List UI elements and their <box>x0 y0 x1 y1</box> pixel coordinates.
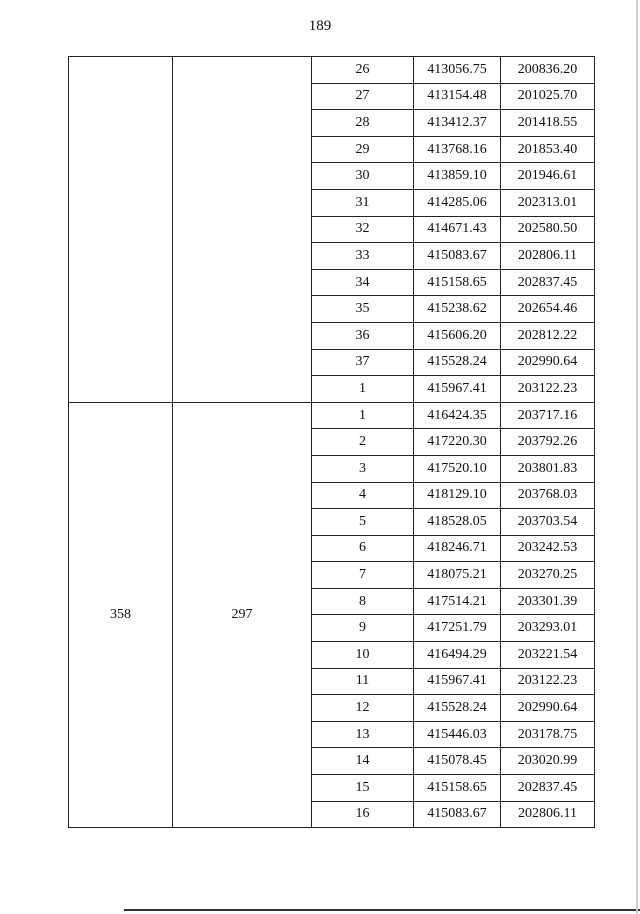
point-number-cell: 27 <box>312 83 414 110</box>
point-number-cell: 16 <box>312 801 414 828</box>
y-coordinate-cell: 202806.11 <box>501 801 595 828</box>
point-number-cell: 34 <box>312 269 414 296</box>
x-coordinate-cell: 413768.16 <box>414 136 501 163</box>
y-coordinate-cell: 203717.16 <box>501 402 595 429</box>
x-coordinate-cell: 415158.65 <box>414 269 501 296</box>
y-coordinate-cell: 203020.99 <box>501 748 595 775</box>
x-coordinate-cell: 417251.79 <box>414 615 501 642</box>
x-coordinate-cell: 415238.62 <box>414 296 501 323</box>
coordinates-table <box>68 56 595 828</box>
x-coordinate-cell: 417514.21 <box>414 588 501 615</box>
y-coordinate-cell: 202806.11 <box>501 243 595 270</box>
point-number-cell: 12 <box>312 695 414 722</box>
point-number-cell: 26 <box>312 57 414 84</box>
y-coordinate-cell: 202812.22 <box>501 322 595 349</box>
group-id-cell: 358 <box>69 402 173 828</box>
point-number-cell: 35 <box>312 296 414 323</box>
point-number-cell: 7 <box>312 562 414 589</box>
point-number-cell: 28 <box>312 110 414 137</box>
y-coordinate-cell: 203301.39 <box>501 588 595 615</box>
y-coordinate-cell: 202313.01 <box>501 189 595 216</box>
group-id-cell <box>69 57 173 403</box>
point-number-cell: 1 <box>312 376 414 403</box>
point-number-cell: 37 <box>312 349 414 376</box>
x-coordinate-cell: 418129.10 <box>414 482 501 509</box>
y-coordinate-cell: 202837.45 <box>501 269 595 296</box>
point-number-cell: 14 <box>312 748 414 775</box>
y-coordinate-cell: 203221.54 <box>501 642 595 669</box>
point-number-cell: 36 <box>312 322 414 349</box>
x-coordinate-cell: 415083.67 <box>414 243 501 270</box>
y-coordinate-cell: 202654.46 <box>501 296 595 323</box>
point-number-cell: 13 <box>312 721 414 748</box>
point-number-cell: 2 <box>312 429 414 456</box>
x-coordinate-cell: 415967.41 <box>414 376 501 403</box>
parcel-id-cell <box>173 57 312 403</box>
table-row <box>69 57 595 84</box>
y-coordinate-cell: 203122.23 <box>501 668 595 695</box>
point-number-cell: 29 <box>312 136 414 163</box>
x-coordinate-cell: 415446.03 <box>414 721 501 748</box>
y-coordinate-cell: 203792.26 <box>501 429 595 456</box>
y-coordinate-cell: 203122.23 <box>501 376 595 403</box>
x-coordinate-cell: 418075.21 <box>414 562 501 589</box>
point-number-cell: 6 <box>312 535 414 562</box>
point-number-cell: 31 <box>312 189 414 216</box>
x-coordinate-cell: 418528.05 <box>414 509 501 536</box>
y-coordinate-cell: 201853.40 <box>501 136 595 163</box>
y-coordinate-cell: 203178.75 <box>501 721 595 748</box>
x-coordinate-cell: 415528.24 <box>414 695 501 722</box>
y-coordinate-cell: 201025.70 <box>501 83 595 110</box>
y-coordinate-cell: 203703.54 <box>501 509 595 536</box>
point-number-cell: 8 <box>312 588 414 615</box>
scan-edge-right <box>636 0 638 914</box>
point-number-cell: 33 <box>312 243 414 270</box>
point-number-cell: 5 <box>312 509 414 536</box>
y-coordinate-cell: 202990.64 <box>501 349 595 376</box>
y-coordinate-cell: 201946.61 <box>501 163 595 190</box>
point-number-cell: 30 <box>312 163 414 190</box>
x-coordinate-cell: 416494.29 <box>414 642 501 669</box>
y-coordinate-cell: 203293.01 <box>501 615 595 642</box>
y-coordinate-cell: 203242.53 <box>501 535 595 562</box>
table-row <box>69 402 595 429</box>
parcel-id-cell: 297 <box>173 402 312 828</box>
x-coordinate-cell: 415083.67 <box>414 801 501 828</box>
y-coordinate-cell: 201418.55 <box>501 110 595 137</box>
point-number-cell: 4 <box>312 482 414 509</box>
y-coordinate-cell: 202990.64 <box>501 695 595 722</box>
point-number-cell: 1 <box>312 402 414 429</box>
y-coordinate-cell: 203270.25 <box>501 562 595 589</box>
point-number-cell: 11 <box>312 668 414 695</box>
point-number-cell: 15 <box>312 775 414 802</box>
y-coordinate-cell: 202837.45 <box>501 775 595 802</box>
y-coordinate-cell: 202580.50 <box>501 216 595 243</box>
x-coordinate-cell: 415528.24 <box>414 349 501 376</box>
x-coordinate-cell: 413056.75 <box>414 57 501 84</box>
x-coordinate-cell: 417520.10 <box>414 455 501 482</box>
x-coordinate-cell: 415606.20 <box>414 322 501 349</box>
x-coordinate-cell: 416424.35 <box>414 402 501 429</box>
point-number-cell: 3 <box>312 455 414 482</box>
x-coordinate-cell: 413154.48 <box>414 83 501 110</box>
page-number: 189 <box>308 18 332 34</box>
x-coordinate-cell: 414285.06 <box>414 189 501 216</box>
x-coordinate-cell: 418246.71 <box>414 535 501 562</box>
x-coordinate-cell: 413859.10 <box>414 163 501 190</box>
y-coordinate-cell: 203801.83 <box>501 455 595 482</box>
y-coordinate-cell: 203768.03 <box>501 482 595 509</box>
point-number-cell: 9 <box>312 615 414 642</box>
x-coordinate-cell: 415078.45 <box>414 748 501 775</box>
x-coordinate-cell: 415158.65 <box>414 775 501 802</box>
x-coordinate-cell: 413412.37 <box>414 110 501 137</box>
x-coordinate-cell: 414671.43 <box>414 216 501 243</box>
x-coordinate-cell: 415967.41 <box>414 668 501 695</box>
y-coordinate-cell: 200836.20 <box>501 57 595 84</box>
point-number-cell: 10 <box>312 642 414 669</box>
x-coordinate-cell: 417220.30 <box>414 429 501 456</box>
scan-edge-bottom <box>124 909 640 911</box>
point-number-cell: 32 <box>312 216 414 243</box>
